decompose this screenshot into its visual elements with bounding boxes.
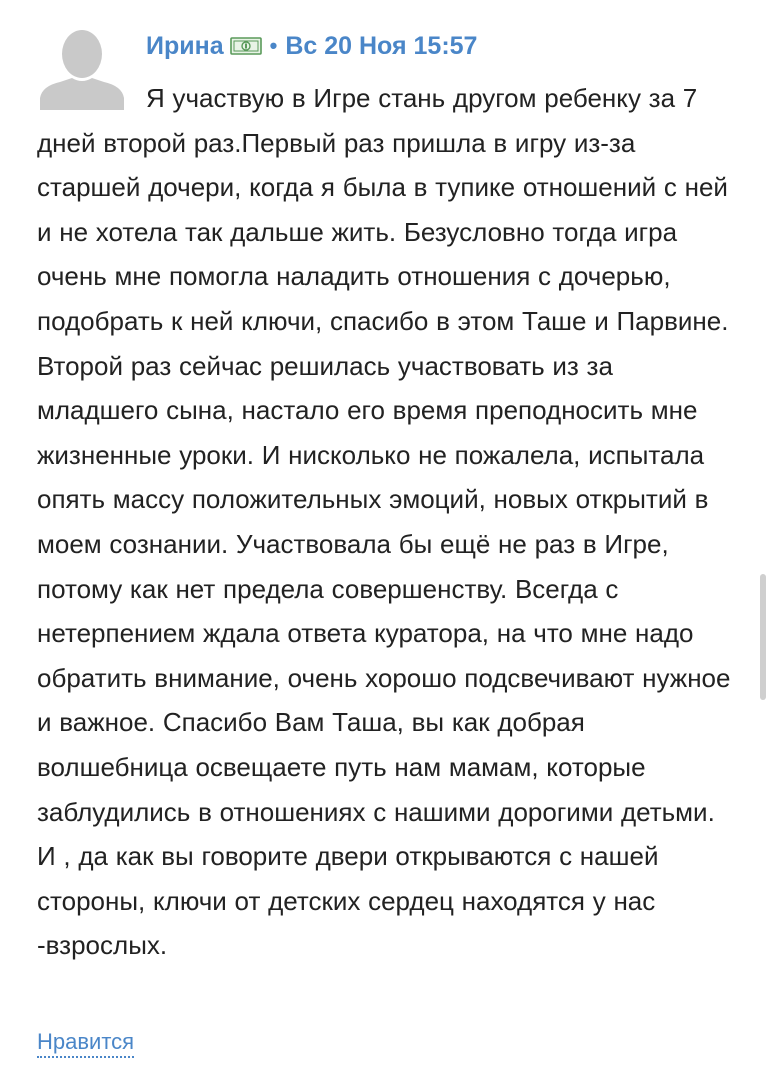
author-name[interactable]: Ирина: [146, 31, 224, 60]
comment-text: [37, 76, 737, 968]
header-separator: •: [269, 33, 278, 58]
scrollbar-thumb[interactable]: [760, 574, 766, 700]
like-button[interactable]: Нравится: [37, 1028, 134, 1058]
comment-timestamp[interactable]: Вс 20 Ноя 15:57: [285, 31, 478, 60]
money-bill-icon: [230, 36, 262, 56]
comment-header: [146, 26, 477, 66]
comment-body: Я участвую в Игре стань другом ребенку за 7 дней второй раз.Первый раз пришла в игру из-за старшей дочери, когда я была в тупике отношений с ней и не хотела так дальше жить. Безусловно тогда игра очень мне помогла наладить отношения с дочерью, подобрать к ней ключи, спасибо в этом Таше и Парвине. Второй раз сейчас решилась участвовать из за младшего сына, настало его время преподносить мне жизненные уроки. И нисколько не пожалела, испытала опять массу положительных эмоций, новых открытий в моем сознании. Участвовала бы ещё не раз в Игре, потому как нет предела совершенству. Всегда с нетерпением ждала ответа куратора, на что мне надо обратить внимание, очень хорошо подсвечивают нужное и важное. Спасибо Вам Таша, вы как добрая волшебница освещаете путь нам мамам, которые заблудились в отношениях с нашими дорогими детьми. И , да как вы говорите двери открываются с нашей стороны, ключи от детских сердец находятся у нас -взрослых.: [37, 83, 731, 961]
